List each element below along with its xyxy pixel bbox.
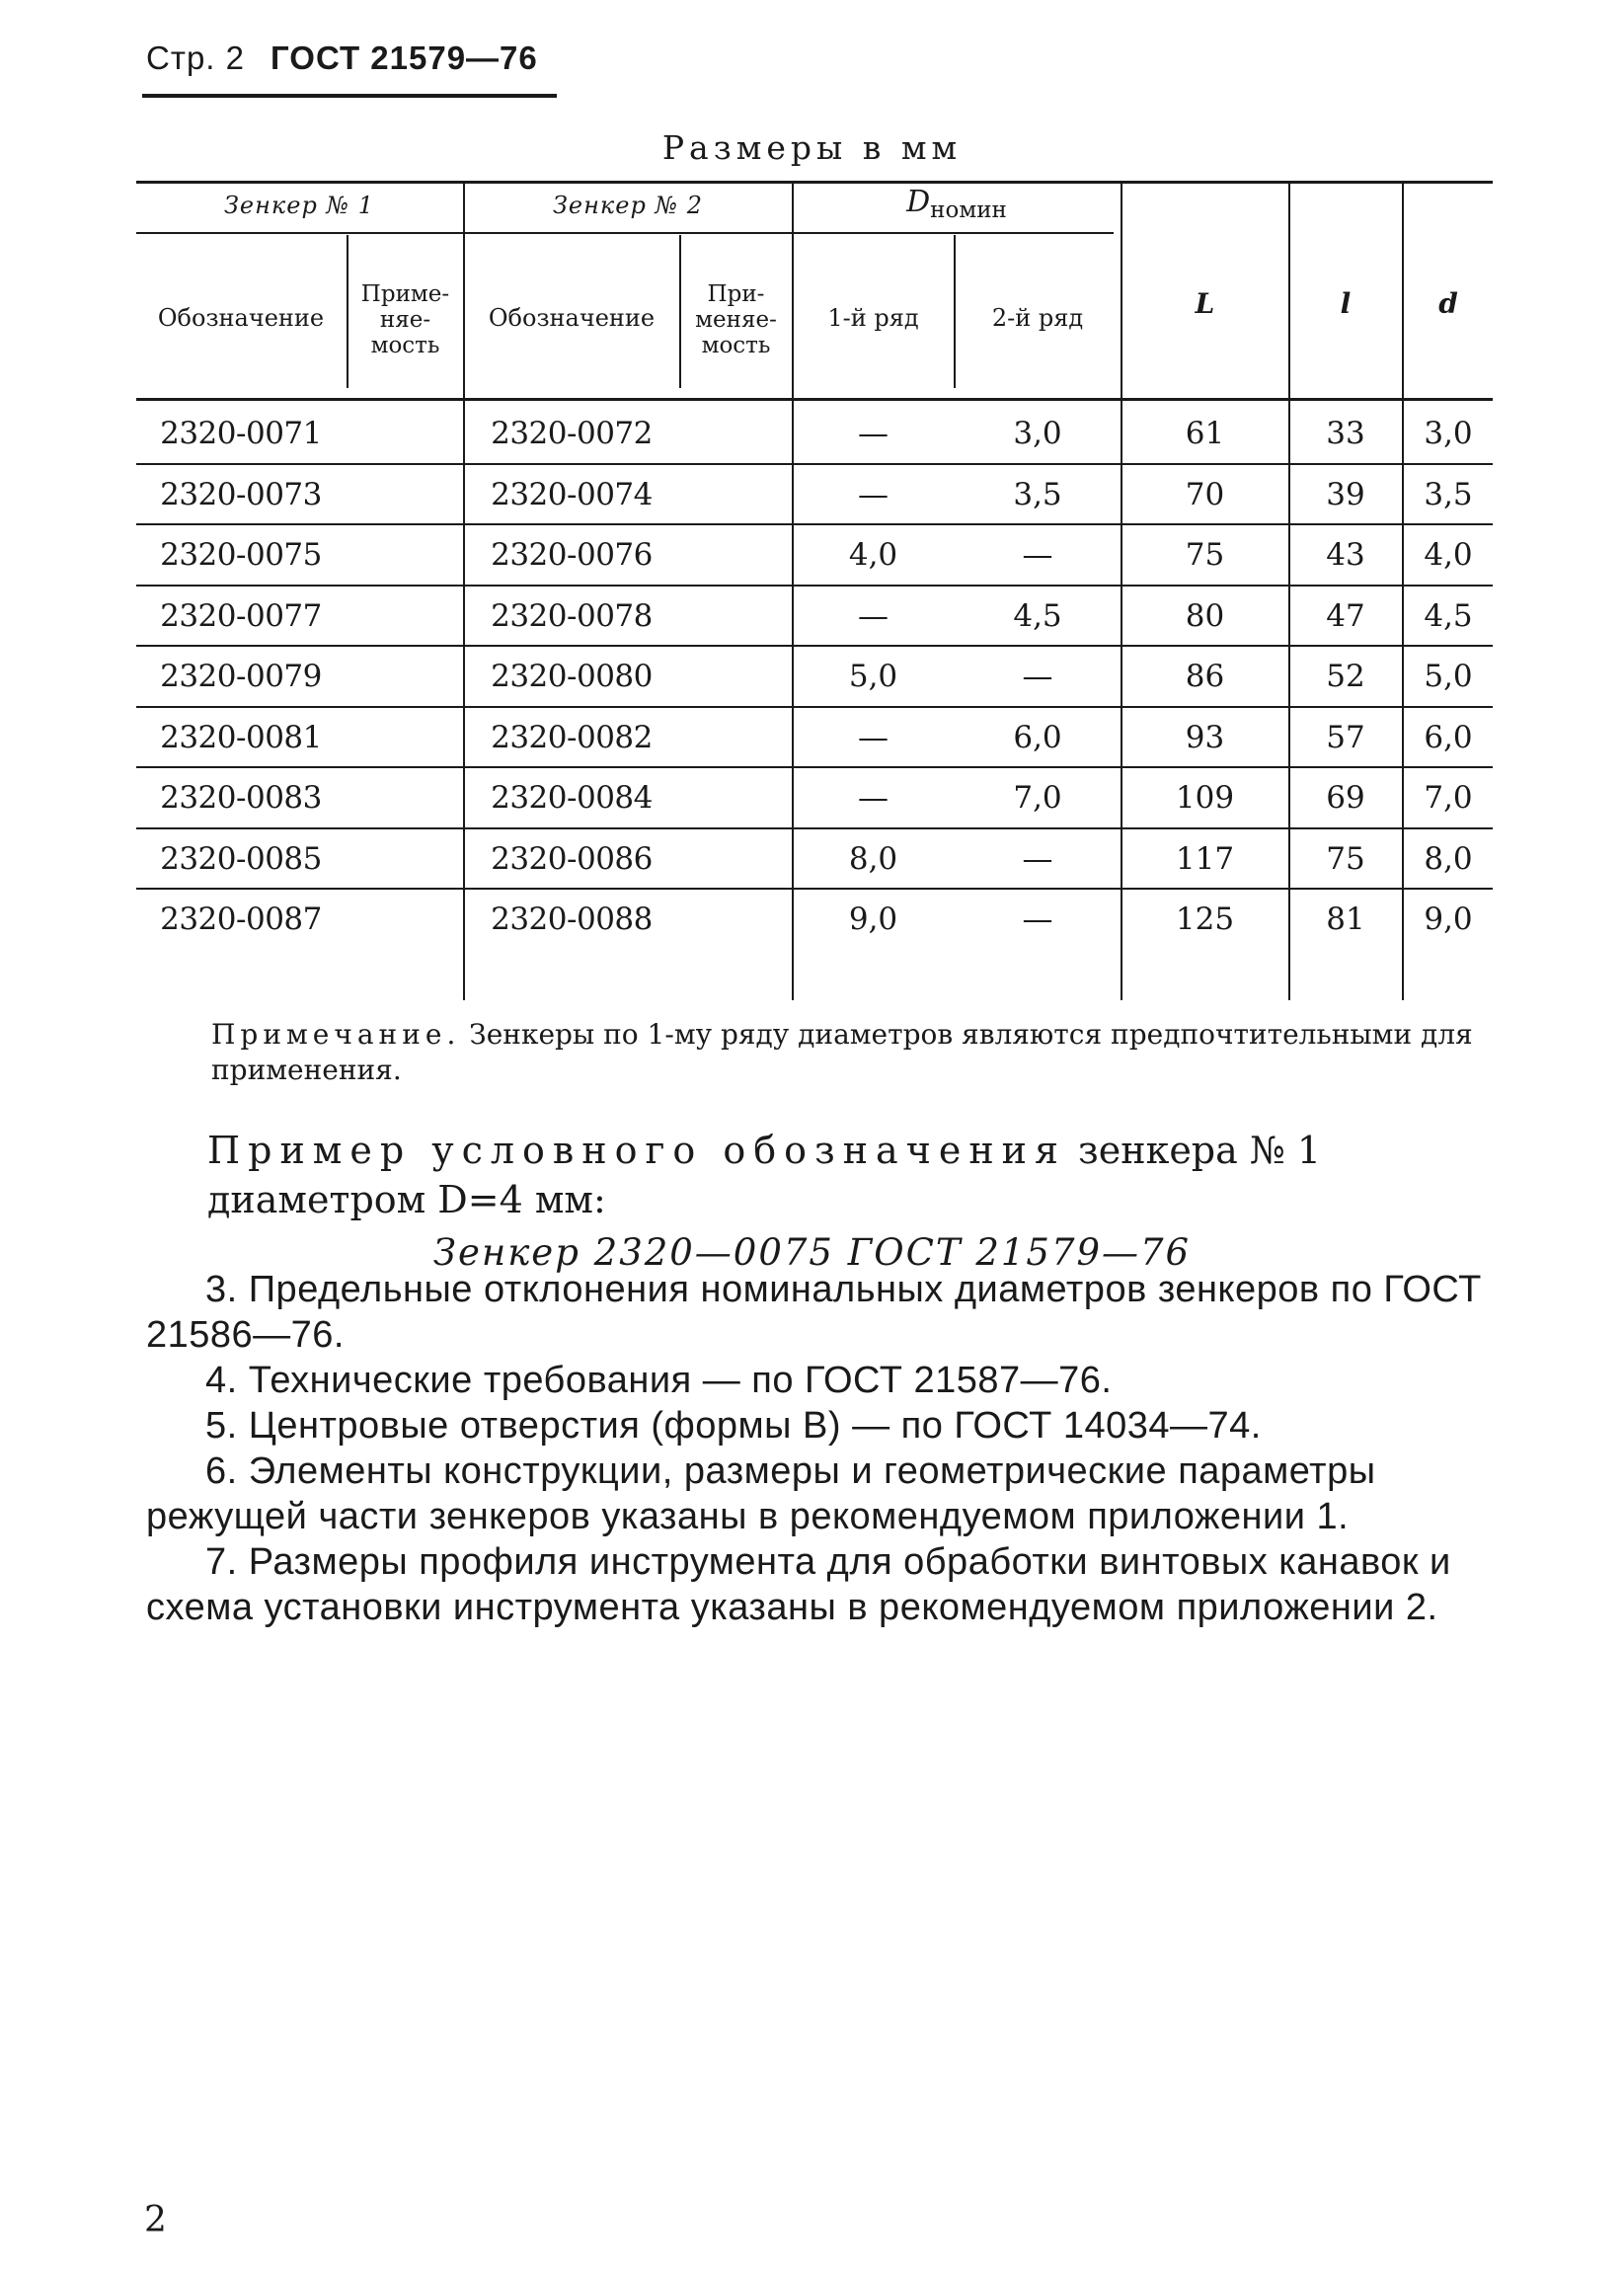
length-L-header: L <box>1195 287 1215 320</box>
applicability-header-1: Приме- няе- мость <box>360 281 450 358</box>
designation-header-1: Обозначение <box>157 304 325 332</box>
row-rule <box>136 888 1493 890</box>
d-symbol: D <box>906 185 931 219</box>
example-text: зенкера № 1 диаметром D=4 мм: <box>207 1129 1322 1221</box>
length-l-cell: 57 <box>1326 719 1365 755</box>
clause-5: 5. Центровые отверстия (формы В) — по ГОСТ 14034—74. <box>205 1405 1262 1447</box>
length-L-cell: 61 <box>1185 416 1225 451</box>
header-rule <box>142 94 557 98</box>
d-row-2-cell: 3,0 <box>1013 416 1062 451</box>
d-row-2-cell: — <box>1022 659 1053 694</box>
d-nominal-header <box>794 185 1120 224</box>
d-row-2-cell: — <box>1022 840 1053 877</box>
page-number: 2 <box>144 2200 167 2240</box>
diameter-d-cell: 4,5 <box>1424 597 1473 634</box>
page-label: Стр. 2 <box>146 39 245 76</box>
clause-3: 3. Предельные отклонения номинальных диаметров зенкеров по ГОСТ 21586—76. <box>146 1269 1482 1356</box>
length-l-cell: 33 <box>1326 416 1365 451</box>
d-subscript: номин <box>930 196 1007 223</box>
length-L-cell: 93 <box>1185 719 1225 755</box>
col-divider <box>792 181 794 1000</box>
diameter-d-header: d <box>1438 287 1458 320</box>
length-L-cell: 117 <box>1175 840 1235 877</box>
designation-2-cell: 2320-0078 <box>491 597 653 634</box>
length-L-cell: 75 <box>1185 537 1225 573</box>
length-l-cell: 75 <box>1326 840 1365 877</box>
designation-2-cell: 2320-0088 <box>491 901 653 937</box>
d-row-1-cell: 5,0 <box>848 659 898 694</box>
designation-1-cell: 2320-0073 <box>160 476 322 512</box>
diameter-d-cell: 7,0 <box>1424 780 1473 816</box>
designation-1-cell: 2320-0087 <box>160 901 322 937</box>
row-1-header: 1-й ряд <box>827 304 919 332</box>
row-rule <box>136 463 1493 465</box>
d-row-1-cell: — <box>858 780 889 816</box>
designation-1-cell: 2320-0083 <box>160 780 322 816</box>
diameter-d-cell: 9,0 <box>1424 901 1473 937</box>
d-row-1-cell: — <box>858 476 889 512</box>
designation-2-cell: 2320-0086 <box>491 840 653 877</box>
length-L-cell: 109 <box>1175 780 1235 816</box>
standard-number: ГОСТ 21579—76 <box>271 39 538 76</box>
diameter-d-cell: 5,0 <box>1424 659 1473 694</box>
d-row-2-cell: 6,0 <box>1013 719 1062 755</box>
designation-1-cell: 2320-0085 <box>160 840 322 877</box>
designation-2-cell: 2320-0076 <box>491 537 653 573</box>
row-rule <box>136 585 1493 587</box>
length-l-cell: 43 <box>1326 537 1365 573</box>
diameter-d-cell: 8,0 <box>1424 840 1473 877</box>
designation-2-cell: 2320-0084 <box>491 780 653 816</box>
row-rule <box>136 645 1493 647</box>
dimensions-table <box>136 181 1493 1000</box>
diameter-d-cell: 4,0 <box>1424 537 1473 573</box>
designation-1-cell: 2320-0079 <box>160 659 322 694</box>
diameter-d-cell: 6,0 <box>1424 719 1473 755</box>
zenker-2-header: Зенкер № 2 <box>552 192 704 219</box>
length-L-cell: 70 <box>1185 476 1225 512</box>
row-rule <box>136 766 1493 768</box>
designation-example <box>207 1126 1491 1224</box>
group-header-rule <box>136 232 1114 234</box>
d-row-2-cell: 4,5 <box>1013 597 1062 634</box>
d-row-1-cell: — <box>858 416 889 451</box>
designation-2-cell: 2320-0082 <box>491 719 653 755</box>
d-row-1-cell: 9,0 <box>848 901 898 937</box>
applicability-header-2: При- меняе- мость <box>695 281 777 358</box>
clause-6: 6. Элементы конструкции, размеры и геометрические параметры режущей части зенкеров указаны в рекомендуемом приложении 1. <box>146 1450 1376 1537</box>
clause-7: 7. Размеры профиля инструмента для обработки винтовых канавок и схема установки инструмента указаны в рекомендуемом приложении 2. <box>146 1541 1451 1628</box>
length-l-cell: 81 <box>1326 901 1365 937</box>
d-row-2-cell: 7,0 <box>1013 780 1062 816</box>
row-2-header: 2-й ряд <box>991 304 1084 332</box>
d-row-2-cell: 3,5 <box>1013 476 1062 512</box>
row-rule <box>136 523 1493 525</box>
row-rule <box>136 706 1493 708</box>
diameter-d-cell: 3,0 <box>1424 416 1473 451</box>
example-label: Пример условного обозначения <box>207 1129 1066 1172</box>
designation-2-cell: 2320-0080 <box>491 659 653 694</box>
d-row-1-cell: — <box>858 719 889 755</box>
length-L-cell: 125 <box>1175 901 1235 937</box>
table-note <box>211 1017 1493 1088</box>
d-row-2-cell: — <box>1022 901 1053 937</box>
designation-2-cell: 2320-0072 <box>491 416 653 451</box>
length-L-cell: 86 <box>1185 659 1225 694</box>
length-l-cell: 69 <box>1326 780 1365 816</box>
designation-header-2: Обозначение <box>488 304 656 332</box>
units-caption: Размеры в мм <box>661 128 963 167</box>
clause-4: 4. Технические требования — по ГОСТ 21587—76. <box>205 1360 1113 1401</box>
zenker-1-header: Зенкер № 1 <box>223 192 375 219</box>
row-rule <box>136 827 1493 829</box>
designation-2-cell: 2320-0074 <box>491 476 653 512</box>
length-l-header: l <box>1340 287 1352 320</box>
length-l-cell: 47 <box>1326 597 1365 634</box>
d-row-1-cell: 4,0 <box>848 537 898 573</box>
designation-1-cell: 2320-0081 <box>160 719 322 755</box>
length-l-cell: 39 <box>1326 476 1365 512</box>
note-text: Зенкеры по 1-му ряду диаметров являются предпочтительными для применения. <box>211 1018 1473 1086</box>
diameter-d-cell: 3,5 <box>1424 476 1473 512</box>
length-L-cell: 80 <box>1185 597 1225 634</box>
designation-1-cell: 2320-0071 <box>160 416 322 451</box>
length-l-cell: 52 <box>1326 659 1365 694</box>
d-row-2-cell: — <box>1022 537 1053 573</box>
designation-1-cell: 2320-0075 <box>160 537 322 573</box>
d-row-1-cell: — <box>858 597 889 634</box>
d-row-1-cell: 8,0 <box>848 840 898 877</box>
designation-1-cell: 2320-0077 <box>160 597 322 634</box>
page-header <box>146 39 538 77</box>
designation-sample: Зенкер 2320—0075 ГОСТ 21579—76 <box>432 1231 1192 1274</box>
col-divider <box>463 181 465 1000</box>
note-label: Примечание. <box>211 1018 461 1051</box>
